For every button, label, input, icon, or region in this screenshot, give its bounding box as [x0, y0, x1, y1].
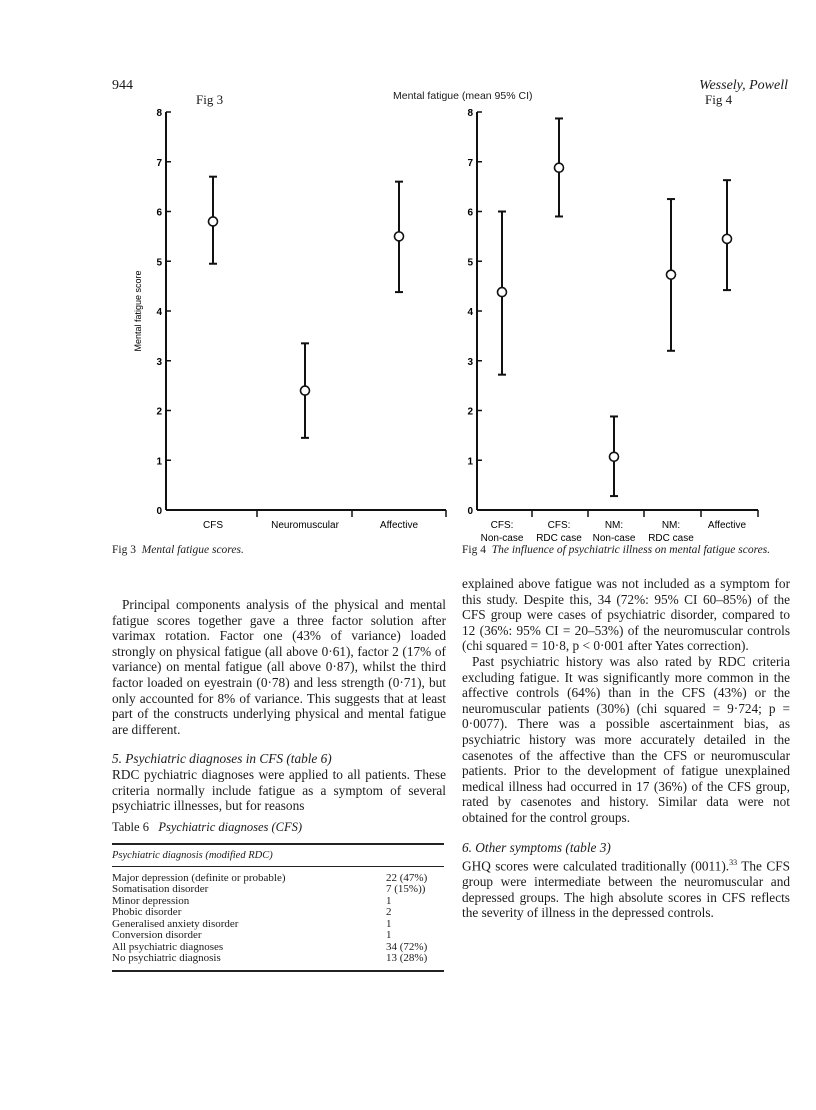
- mean-point: [610, 452, 619, 461]
- running-head-authors: Wessely, Powell: [699, 78, 788, 93]
- paragraph: Past psychiatric history was also rated by RDC criteria excluding fatigue. It was significantly more common in the affective controls (64%) than in the CFS (43%) or the neuromuscular patients (30%) (chi squared = 9·724; p = 0·0077). There was a possible ascertainment bias, as psychiatric history was more accurately detailed in the casenotes of the affective than the CFS or neuromuscular patients. Prior to the development of fatigue unexplained medical illness had occurred in 17 (36%) of the CFS group, rated by casenotes and history. Similar data were not obtained for the control groups.: [462, 653, 790, 825]
- count-cell: 13 (28%): [386, 952, 428, 965]
- x-tick-label: Affective: [379, 520, 419, 531]
- diagnosis-cell: Generalised anxiety disorder: [112, 917, 239, 930]
- y-tick-label: 8: [156, 108, 162, 119]
- y-tick-label: 0: [467, 506, 473, 517]
- x-tick-label: RDC case: [536, 533, 582, 544]
- y-tick-label: 5: [467, 257, 473, 269]
- y-tick-label: 2: [156, 406, 162, 418]
- x-tick-label: Neuromuscular: [271, 520, 339, 531]
- mean-point: [301, 386, 310, 395]
- y-tick-label: 1: [156, 456, 162, 468]
- y-tick-label: 7: [156, 157, 162, 169]
- diagnosis-cell: Phobic disorder: [112, 906, 182, 919]
- fig4-caption: [462, 544, 787, 557]
- left-column: [112, 597, 446, 972]
- chart-3: [133, 108, 446, 531]
- page-number: 944: [112, 78, 133, 93]
- y-tick-label: 4: [467, 307, 473, 318]
- fig4-label: Fig 4: [705, 92, 733, 107]
- y-tick-label: 5: [156, 257, 162, 269]
- reference-superscript: 33: [729, 858, 738, 868]
- x-tick-label: NM:: [661, 520, 681, 531]
- diagnosis-cell: Conversion disorder: [112, 929, 202, 942]
- y-tick-label: 4: [156, 307, 162, 318]
- section-heading: 6. Other symptoms (table 3): [462, 839, 611, 855]
- paragraph: [462, 855, 790, 921]
- fig3-caption-label: Fig 3: [112, 544, 136, 556]
- text: The CFS group were intermediate between the neuromuscular and depressed groups. The high absolute scores in CFS reflects the severity of illness in the depressed controls.: [462, 858, 790, 921]
- count-cell: 34 (72%): [386, 940, 428, 953]
- count-cell: 1: [386, 894, 392, 907]
- count-cell: 1: [386, 917, 392, 930]
- x-tick-label: Non-case: [592, 533, 636, 544]
- fig3-label: Fig 3: [196, 92, 224, 107]
- fig4-caption-label: Fig 4: [462, 544, 486, 556]
- x-tick-label: CFS: [203, 520, 223, 531]
- mean-point: [209, 217, 218, 226]
- fig3-caption-text: Mental fatigue scores.: [141, 544, 244, 556]
- y-tick-label: 8: [467, 108, 473, 119]
- y-tick-label: 2: [467, 406, 473, 418]
- x-tick-label: Affective: [707, 520, 747, 531]
- diagnosis-cell: No psychiatric diagnosis: [112, 952, 221, 965]
- diagnosis-cell: Minor depression: [112, 894, 190, 907]
- section-heading: 5. Psychiatric diagnoses in CFS (table 6): [112, 751, 332, 767]
- y-tick-label: 3: [156, 356, 162, 368]
- x-tick-label: NM:: [604, 520, 624, 531]
- x-tick-label: CFS:: [490, 520, 514, 531]
- y-axis-label: Mental fatigue score: [133, 270, 143, 352]
- mean-point: [555, 163, 564, 172]
- table-row: [112, 953, 444, 965]
- psychiatric-diagnoses-table: [112, 873, 444, 965]
- y-tick-label: 7: [467, 157, 473, 169]
- paragraph: RDC pychiatric diagnoses were applied to all patients. These criteria normally include fatigue as a symptom of several psychiatric illnesses, but for reasons: [112, 766, 446, 814]
- count-cell: 2: [386, 906, 392, 919]
- count-cell: 22 (47%): [386, 871, 428, 884]
- fig4-caption-text: The influence of psychiatric illness on mental fatigue scores.: [491, 544, 771, 556]
- y-tick-label: 1: [467, 456, 473, 468]
- table-header: Psychiatric diagnosis (modified RDC): [112, 845, 444, 867]
- x-tick-label: CFS:: [547, 520, 571, 531]
- table-label: Table 6: [112, 819, 149, 834]
- paragraph: explained above fatigue was not included as a symptom for this study. Despite this, 34 (72%: 95% CI 60–85%) of the CFS group were cases of psychiatric disorder, compared to 12 (36%: 95% CI = 20–53%) of the neuromuscular controls (chi squared = 10·8, p < 0·001 after Yates correction).: [462, 576, 790, 654]
- mean-point: [723, 234, 732, 243]
- mean-point: [667, 270, 676, 279]
- count-cell: 7 (15%)): [386, 883, 426, 896]
- mean-point: [395, 232, 404, 241]
- table-caption: Psychiatric diagnoses (CFS): [158, 819, 303, 834]
- x-tick-label: RDC case: [648, 533, 694, 544]
- right-column: [462, 576, 790, 921]
- chart-4: [467, 108, 758, 544]
- text: GHQ scores were calculated traditionally (0011).: [462, 858, 730, 874]
- diagnosis-cell: Major depression (definite or probable): [112, 871, 286, 884]
- mean-point: [498, 288, 507, 297]
- y-tick-label: 6: [156, 207, 162, 219]
- y-tick-label: 0: [156, 506, 162, 517]
- table-title: [112, 820, 446, 836]
- paragraph: Principal components analysis of the physical and mental fatigue scores together gave a three factor solution after varimax rotation. Factor one (43% of variance) loaded strongly on physical fatigue (all above 0·61), factor 2 (17% of variance) on mental fatigue (all above 0·87), whilst the third factor loaded on eyestrain (0·78) and less strength (0·71), but only accounted for 8% of variance. This suggests that at least part of the constructs underlying physical and mental fatigue are different.: [112, 597, 446, 737]
- fig3-caption: [112, 544, 244, 557]
- y-tick-label: 6: [467, 207, 473, 219]
- count-cell: 1: [386, 929, 392, 942]
- diagnosis-cell: Somatisation disorder: [112, 883, 209, 896]
- x-tick-label: Non-case: [480, 533, 524, 544]
- figure-title: Mental fatigue (mean 95% CI): [393, 90, 533, 102]
- diagnosis-cell: All psychiatric diagnoses: [112, 940, 224, 953]
- y-tick-label: 3: [467, 356, 473, 368]
